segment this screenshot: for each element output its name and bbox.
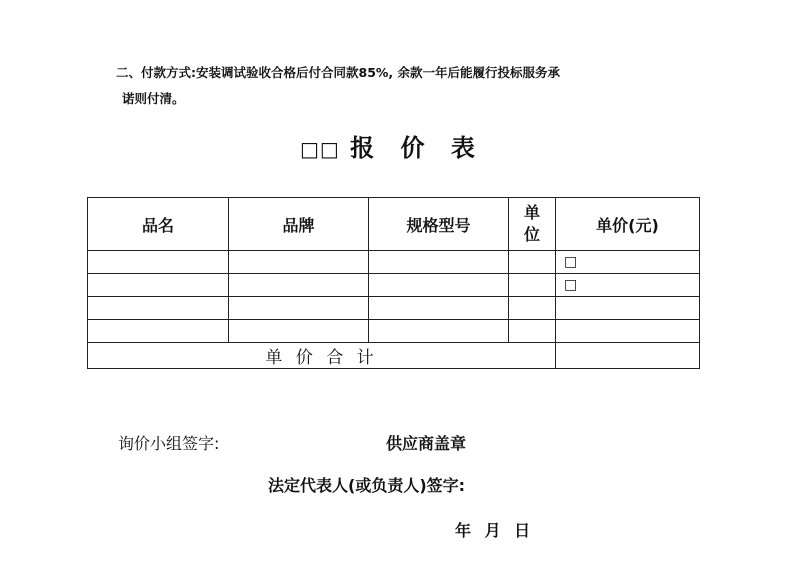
- cell-brand[interactable]: [229, 297, 369, 320]
- cell-brand[interactable]: [229, 251, 369, 274]
- quote-table: [87, 197, 700, 369]
- inquiry-group-signature: [118, 431, 219, 454]
- cell-name[interactable]: [88, 297, 229, 320]
- cell-brand[interactable]: [229, 274, 369, 297]
- cell-brand[interactable]: [229, 320, 369, 343]
- cell-spec[interactable]: [369, 251, 509, 274]
- cell-name[interactable]: [88, 274, 229, 297]
- header-unit: [509, 198, 556, 251]
- cell-unit[interactable]: [509, 251, 556, 274]
- date-line: [455, 518, 530, 541]
- header-unit-line2: 位: [523, 225, 540, 244]
- legal-representative-signature: [268, 473, 465, 496]
- header-price: 单价(元): [556, 198, 700, 251]
- cell-spec[interactable]: [369, 274, 509, 297]
- cell-name[interactable]: [88, 320, 229, 343]
- cell-spec[interactable]: [369, 320, 509, 343]
- header-spec: 规格型号: [369, 198, 509, 251]
- header-brand: 品牌: [229, 198, 369, 251]
- title-placeholder-boxes: □□: [300, 137, 340, 161]
- payment-terms-line2: 诺则付清。: [122, 91, 185, 106]
- cell-price[interactable]: □: [556, 251, 700, 274]
- cell-unit[interactable]: [509, 320, 556, 343]
- supplier-seal: [386, 431, 466, 454]
- total-label: 单 价 合 计: [88, 343, 556, 369]
- table-row: [88, 320, 700, 343]
- header-name: 品名: [88, 198, 229, 251]
- page-title: [300, 128, 477, 163]
- cell-unit[interactable]: [509, 274, 556, 297]
- cell-unit[interactable]: [509, 297, 556, 320]
- cell-price[interactable]: □: [556, 274, 700, 297]
- table-row: [88, 251, 700, 274]
- cell-price[interactable]: [556, 320, 700, 343]
- table-header-row: [88, 198, 700, 251]
- title-char-1: 报: [350, 134, 377, 162]
- inquiry-group-signature-label: 询价小组签字:: [118, 434, 220, 453]
- total-value-cell[interactable]: [556, 343, 700, 369]
- date-label: 年 月 日: [455, 521, 531, 540]
- table-row: [88, 274, 700, 297]
- title-char-2: 价: [400, 134, 427, 162]
- cell-price[interactable]: [556, 297, 700, 320]
- table-total-row: [88, 343, 700, 369]
- cell-spec[interactable]: [369, 297, 509, 320]
- header-unit-line1: 单: [523, 203, 540, 222]
- table-row: [88, 297, 700, 320]
- payment-terms: [116, 60, 686, 112]
- cell-name[interactable]: [88, 251, 229, 274]
- legal-representative-signature-label: 法定代表人(或负责人)签字:: [268, 476, 466, 495]
- supplier-seal-label: 供应商盖章: [386, 434, 467, 453]
- payment-terms-line1: 二、付款方式:安装调试验收合格后付合同款85%, 余款一年后能履行投标服务承: [116, 65, 561, 80]
- title-char-3: 表: [450, 134, 477, 162]
